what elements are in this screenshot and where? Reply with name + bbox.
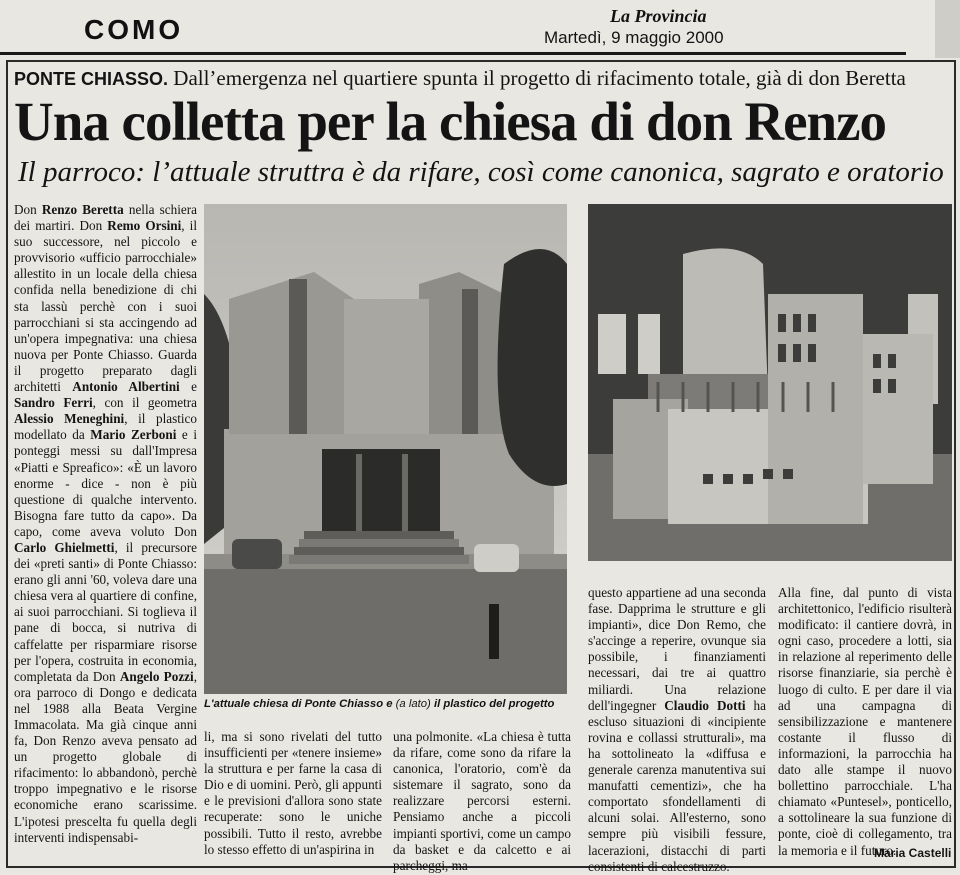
kicker [14,66,906,91]
model-photo [588,204,952,561]
person-name: Carlo Ghielmetti [14,539,115,555]
person-name: Angelo Pozzi [119,668,194,684]
newspaper-name: La Provincia [610,6,707,26]
church-photo [204,204,567,694]
person-name: Antonio Albertini [72,379,180,395]
text-run: e [179,379,197,395]
text-run: , con il geometra [92,395,197,411]
kicker-tag: PONTE CHIASSO. [14,69,169,89]
header-rule [0,52,906,55]
text-run: questo appartiene ad una seconda fase. Dapprima le strutture e gli impianti», dice Don Remo, che s'accinge a reperire, ovunque sia possibile, i finanziamenti necessari, dai tre ai quattro miliardi. Una relazione dell'ingegner [588,585,766,713]
article-column-2: li, ma si sono rivelati del tutto insufficienti per «tenere insieme» la struttura e per farne la casa di Dio e di uomini. Però, gli appunti e le previsioni d'allora sono state recuperate: sono le uniche possibili. Tutto il resto, avrebbe lo stesso effetto di un'aspirina in [204,729,382,857]
text-run: , il suo successore, nel piccolo e provvisorio «ufficio parrocchiale» allestito in un locale della chiesa confida nella benedizione di chi sta lassù perchè con i suoi parrocchiani si sta accingendo ad un'opera impegnativa: una chiesa nuova per Ponte Chiasso. Guarda il progetto preparato dagli architetti [14,218,197,395]
person-name: Mario Zerboni [90,427,177,443]
text-run: e i ponteggi messi su dall'Impresa «Piatti e Spreafico»: «È un lavoro enorme - dice - non è più questione di qualche intervento. Bisogna fare tutto da capo». Da capo, come aveva voluto Don [14,427,197,539]
text-run: nella schiera dei martiri. Don [14,202,197,234]
article-column-3: una polmonite. «La chiesa è tutta da rifare, come sono da rifare la canonica, l'oratorio, com'è da sistemare il sagrato, sono da realizzare percorsi esterni. Pensiamo anche a piccoli impianti sportivi, come un campo da basket e da calcetto e ai parcheggi, ma [393,729,571,873]
text-run: , ora parroco di Dongo e dedicata nel 1988 alla Beata Vergine Immacolata. Ma già cinque anni fa, Don Renzo aveva pensato ad un progetto globale di rifacimento: lo abbandonò, perchè troppo impegnativo e le risorse economiche erano scarissime. L'ipotesi prescelta fu quella degli interventi indispensabi- [14,668,197,845]
article-column-1 [14,202,197,846]
text-run: , il plastico modellato da [14,411,197,443]
text-run: , il precursore dei «preti santi» di Ponte Chiasso: erano gli anni '60, voleva dare una chiesa vera al quartiere di confine, ai suoi parrocchiani. Si toglieva il pane di bocca, si nutriva di caffelatte per risparmiare risorse per l'opera, costruita in economia, completata da Don [14,539,197,684]
person-name: Sandro Ferri [14,395,93,411]
person-name: Renzo Beretta [41,202,124,217]
article-column-4 [588,585,766,875]
headline: Una colletta per la chiesa di don Renzo [14,91,887,152]
subhead: Il parroco: l’attuale struttra è da rifare, così come canonica, sagrato e oratorio [18,156,944,188]
byline: Maria Castelli [874,846,952,860]
person-name: Remo Orsini [107,218,182,234]
photo-caption [204,698,568,710]
section-title: COMO [84,14,184,45]
person-name: Claudio Dotti [664,697,746,713]
caption-part-1: L'attuale chiesa di Ponte Chiasso e [204,698,393,710]
issue-date: Martedì, 9 maggio 2000 [544,28,724,47]
person-name: Alessio Meneghini [14,411,125,427]
article-column-5: Alla fine, dal punto di vista architettonico, l'edificio risulterà modificato: il cantiere dovrà, in ogni caso, procedere a lotti, sia in relazione al reperimento delle risorse finanziarie, sia perchè è luogo di culto. E per dare il via ad una campagna di sensibilizzazione e mantenere costante il flusso di informazioni, la parrocchia ha dato alle stampe il nuovo bollettino parrocchiale. L'ha chiamato «Puntesel», ponticello, a sottolineare la sua funzione di ponte, cioè di collegamento, tra la memoria e il futuro. [778,585,952,858]
text-run: ha escluso situazioni di «incipiente rovina e collassi strutturali», ma ha sottolineato la «diffusa e generale carenza manutentiva sui manufatti cementizi», che ha comportato sfondellamenti di alcuni solai. All'esterno, sono sempre più visibili fessure, lacerazioni, distacchi di parti consistenti di calcestruzzo. [588,697,766,874]
kicker-text: Dall’emergenza nel quartiere spunta il progetto di rifacimento totale, già di don Beretta [173,66,906,90]
caption-part-2: (a lato) [392,698,434,710]
text-run: Don [14,202,42,217]
caption-part-3: il plastico del progetto [433,698,555,710]
paper-edge [935,0,960,58]
